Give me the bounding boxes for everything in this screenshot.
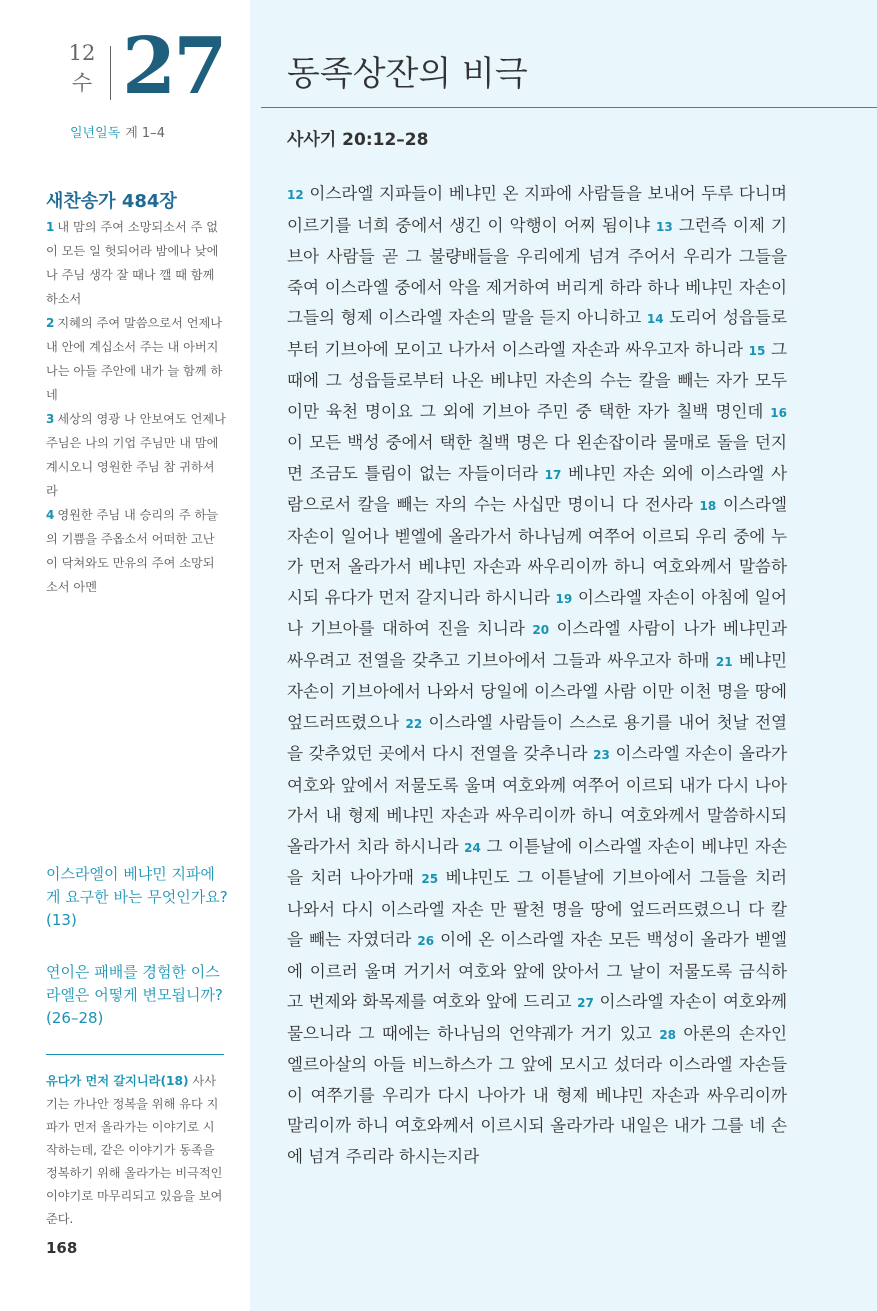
verse-number: 26 (417, 934, 435, 948)
verse-number: 25 (421, 872, 439, 886)
verse-text: 도리어 성읍들로부터 기브아에 모이고 나가서 이스라엘 자손과 싸우고자 하니라 (287, 308, 787, 359)
verse-text: 그런즉 이제 기브아 사람들 곧 그 불량배들을 우리에게 넘겨 주어서 우리가 그들을 죽여 이스라엘 중에서 악을 제거하여 버리게 하라 하나 베냐민 자손이 그들의 형제 이스라엘 자손의 말을 듣지 아니하고 (287, 215, 787, 327)
hymn-verse-text: 영원한 주님 내 승리의 주 하늘의 기쁨을 주옵소서 어떠한 고난이 닥쳐와도 만유의 주여 소망되소서 아멘 (46, 508, 219, 594)
question-1: 이스라엘이 베냐민 지파에게 요구한 바는 무엇인가요?(13) (46, 865, 228, 929)
hymn-verse-text: 내 맘의 주여 소망되소서 주 없이 모든 일 헛되어라 밤에나 낮에나 주님 생각 잘 때나 깰 때 함께 하소서 (46, 220, 219, 306)
verse-text: 아론의 손자인 엘르아살의 아들 비느하스가 그 앞에 모시고 섰더라 이스라엘 자손들이 여쭈기를 우리가 다시 나아가 내 형제 베냐민 자손과 싸우리이까 말리이까 하니 여호와께서 이르시되 올라가라 내일은 내가 그를 네 손에 넘겨 주리라 하시는지라 (287, 1023, 787, 1166)
hymn-verse (46, 407, 226, 503)
verse-text: 베냐민도 그 이튿날에 기브아에서 그들을 치러 나와서 다시 이스라엘 자손 만 팔천 명을 땅에 엎드러뜨렸으니 다 칼을 빼는 자였더라 (287, 868, 788, 949)
verse-text: 이 모든 백성 중에서 택한 칠백 명은 다 왼손잡이라 물매로 돌을 던지면 조금도 틀림이 없는 자들이더라 (287, 433, 787, 483)
verse-text: 그 이튿날에 이스라엘 자손이 베냐민 자손을 치러 나아가매 (287, 836, 787, 887)
note-title: 유다가 먼저 갈지니라(18) (46, 1074, 189, 1088)
date-day: 27 (122, 21, 225, 112)
title-divider (261, 107, 877, 108)
verse-number: 27 (577, 996, 594, 1010)
commentary-note (46, 1070, 226, 1231)
verse-text: 이스라엘 자손이 여호와께 물으니라 그 때에는 하나님의 언약궤가 거기 있고 (287, 992, 787, 1043)
verse-text: 이스라엘 자손이 아침에 일어나 기브아를 대하여 진을 치니라 (287, 587, 787, 638)
date-month-weekday (66, 38, 98, 98)
date-weekday: 수 (71, 71, 93, 95)
date-divider (110, 46, 111, 100)
daily-reading (70, 125, 165, 143)
hymn-verse-number: 2 (46, 316, 55, 330)
hymn-title: 새찬송가 484장 (46, 191, 177, 212)
verse-number: 19 (555, 591, 573, 606)
hymn-lyrics (46, 215, 226, 599)
verse-number: 24 (464, 840, 481, 855)
page-number: 168 (46, 1239, 78, 1257)
scripture-text (287, 179, 787, 1172)
page-title: 동족상잔의 비극 (287, 54, 528, 94)
daily-reading-label: 일년일독 (70, 126, 121, 141)
verse-text: 그 때에 그 성읍들로부터 나온 베냐민 자손의 수는 칼을 빼는 자가 모두 이만 육천 명이요 그 외에 기브아 주민 중 택한 자가 칠백 명인데 (287, 339, 787, 421)
verse-text: 이스라엘 지파들이 베냐민 온 지파에 사람들을 보내어 두루 다니며 이르기를 너희 중에서 생긴 이 악행이 어찌 됨이냐 (287, 184, 787, 235)
verse-number: 14 (646, 312, 664, 326)
hymn-verse-number: 1 (46, 220, 55, 234)
verse-number: 16 (770, 405, 787, 420)
verse-number: 20 (532, 623, 550, 637)
verse-number: 28 (659, 1027, 677, 1042)
verse-text: 이스라엘 자손이 일어나 벧엘에 올라가서 하나님께 여쭈어 이르되 우리 중에 누가 먼저 올라가서 베냐민 자손과 싸우리이까 하니 여호와께서 말씀하시되 유다가 먼저 갈지니라 하시니라 (287, 495, 787, 607)
note-divider (46, 1054, 224, 1055)
daily-reading-ref: 계 1–4 (125, 126, 165, 141)
verse-number: 23 (593, 748, 610, 762)
verse-text: 베냐민 자손이 기브아에서 나와서 당일에 이스라엘 사람 이만 이천 명을 땅에 엎드러뜨렸으나 (287, 650, 787, 732)
hymn-verse (46, 503, 226, 599)
verse-number: 22 (405, 716, 423, 731)
note-text: 사사기는 가나안 정복을 위해 유다 지파가 먼저 올라가는 이야기로 시작하는데, 같은 이야기가 동족을 정복하기 위해 올라가는 비극적인 이야기로 마무리되고 있음을 보여준다. (46, 1074, 223, 1226)
question-2: 연이은 패배를 경험한 이스라엘은 어떻게 변모됩니까?(26–28) (46, 963, 223, 1027)
hymn-verse-number: 4 (46, 508, 55, 522)
verse-text: 이스라엘 사람들이 스스로 용기를 내어 첫날 전열을 갖추었던 곳에서 다시 전열을 갖추니라 (287, 712, 788, 763)
verse-number: 17 (544, 467, 562, 482)
verse-text: 이스라엘 자손이 올라가 여호와 앞에서 저물도록 울며 여호와께 여쭈어 이르되 내가 다시 나아가서 내 형제 베냐민 자손과 싸우리이까 하니 여호와께서 말씀하시되 올라가서 치라 하시니라 (287, 744, 787, 856)
date-month: 12 (68, 41, 96, 65)
hymn-verse-text: 세상의 영광 나 안보여도 언제나 주님은 나의 기업 주님만 내 맘에 계시오니 영원한 주님 참 귀하셔라 (46, 412, 226, 498)
verse-number: 18 (699, 499, 717, 513)
verse-number: 13 (655, 219, 673, 234)
verse-text: 이에 온 이스라엘 자손 모든 백성이 올라가 벧엘에 이르러 울며 거기서 여호와 앞에 앉아서 그 날이 저물도록 금식하고 번제와 화목제를 여호와 앞에 드리고 (287, 930, 788, 1011)
verse-number: 21 (715, 654, 733, 669)
verse-text: 베냐민 자손 외에 이스라엘 사람으로서 칼을 빼는 자의 수는 사십만 명이니 다 전사라 (287, 463, 787, 514)
verse-text: 이스라엘 사람이 나가 베냐민과 싸우려고 전열을 갖추고 기브아에서 그들과 싸우고자 하매 (287, 619, 787, 670)
hymn-verse (46, 311, 226, 407)
verse-number: 12 (287, 188, 304, 202)
hymn-verse (46, 215, 226, 311)
verse-number: 15 (748, 343, 766, 358)
hymn-verse-text: 지혜의 주여 말씀으로서 언제나 내 안에 계십소서 주는 내 아버지 나는 아들 주안에 내가 늘 함께 하네 (46, 316, 223, 402)
hymn-verse-number: 3 (46, 412, 55, 426)
passage-reference: 사사기 20:12–28 (287, 130, 429, 150)
